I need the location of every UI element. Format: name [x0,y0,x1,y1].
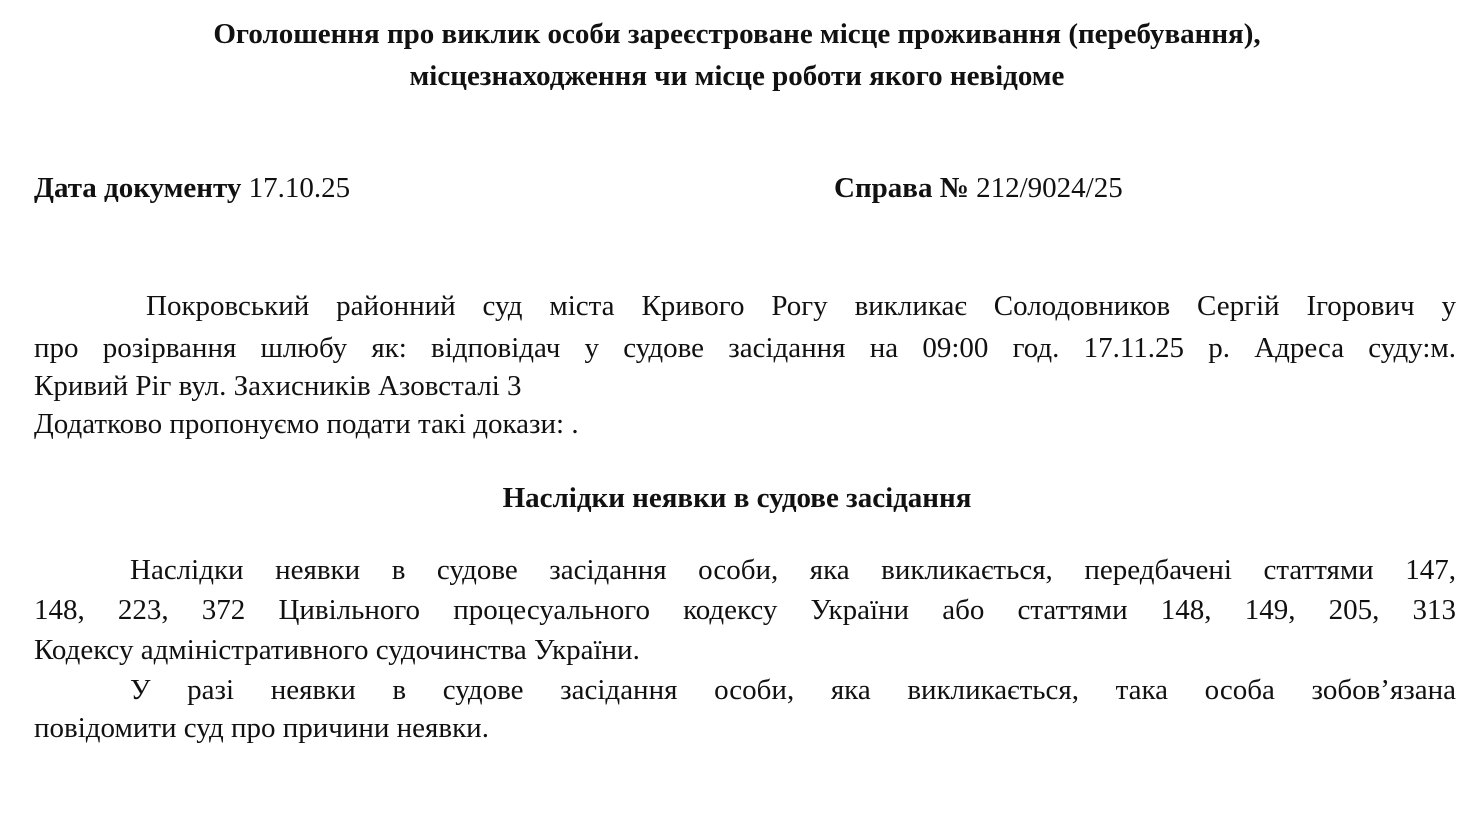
case-number-label: Справа № [834,172,969,204]
document-date-label: Дата документу [34,172,242,204]
consequences-heading: Наслідки неявки в судове засідання [502,482,972,514]
consequences-p1-line-1: Наслідки неявки в судове засідання особи, яка викликається, передбачені статтями 147, [130,554,1456,586]
consequences-p1-line-3: Кодексу адміністративного судочинства України. [34,634,640,666]
case-number [834,168,1123,208]
summons-line-3: Кривий Ріг вул. Захисників Азовсталі 3 [34,370,522,402]
summons-line-4: Додатково пропонуємо подати такі докази: . [34,408,579,440]
consequences-p2-line-2: повідомити суд про причини неявки. [34,712,489,744]
case-number-value: 212/9024/25 [976,172,1123,204]
document-title-line-2: місцезнаходження чи місце роботи якого невідоме [409,60,1065,92]
document-date [34,168,350,208]
document-title-line-1: Оголошення про виклик особи зареєстроване місце проживання (перебування), [213,18,1261,50]
summons-line-2: про розірвання шлюбу як: відповідач у судове засідання на 09:00 год. 17.11.25 р. Адреса суду:м. [34,332,1456,364]
summons-line-1: Покровський районний суд міста Кривого Рогу викликає Солодовников Сергій Ігорович у [146,290,1456,322]
document-date-value: 17.10.25 [248,172,351,204]
consequences-p2-line-1: У разі неявки в судове засідання особи, яка викликається, така особа зобов’язана [130,674,1456,706]
consequences-p1-line-2: 148, 223, 372 Цивільного процесуального кодексу України або статтями 148, 149, 205, 313 [34,594,1456,626]
